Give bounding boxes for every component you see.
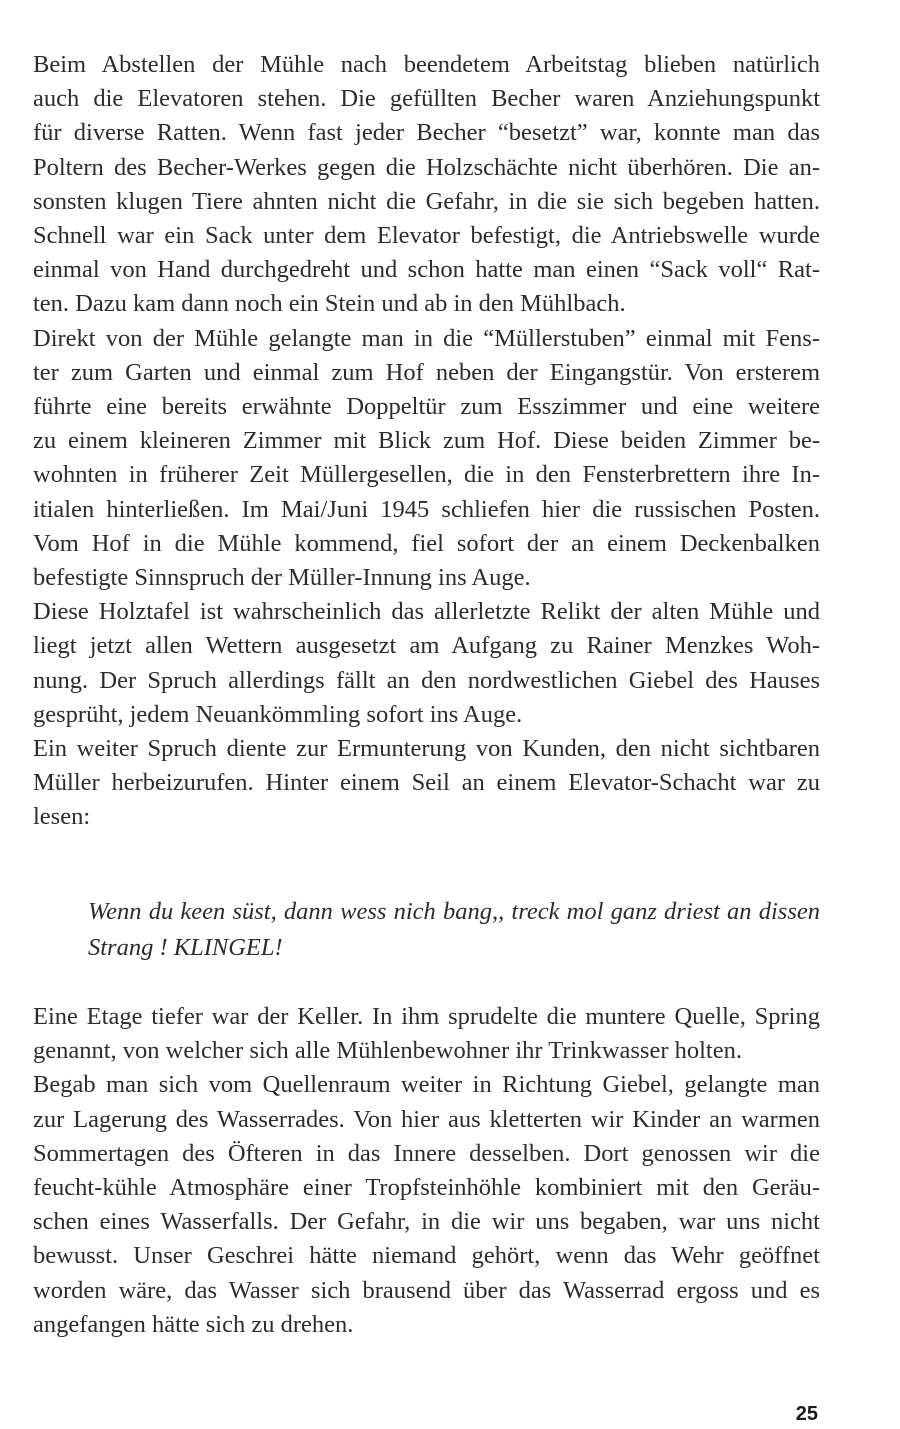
- text-line: schen eines Wasserfalls. Der Gefahr, in die wir uns begaben, war uns nicht: [33, 1208, 820, 1236]
- text-line: führte eine bereits erwähnte Doppeltür zum Esszimmer und eine weitere: [33, 393, 820, 421]
- text-line: wohnten in früherer Zeit Müllergesellen, die in den Fensterbrettern ihre In-: [33, 461, 820, 489]
- text-line: Diese Holztafel ist wahrscheinlich das allerletzte Relikt der alten Mühle und: [33, 598, 820, 626]
- text-line: befestigte Sinnspruch der Müller-Innung ins Auge.: [33, 564, 531, 592]
- text-line: Begab man sich vom Quellenraum weiter in Richtung Giebel, gelangte man: [33, 1071, 820, 1099]
- quote-line: Strang ! KLINGEL!: [88, 934, 283, 961]
- text-line: Müller herbeizurufen. Hinter einem Seil an einem Elevator-Schacht war zu: [33, 769, 820, 797]
- text-line: itialen hinterließen. Im Mai/Juni 1945 schliefen hier die russischen Posten.: [33, 495, 820, 523]
- paragraph-spruch-intro: [33, 732, 820, 835]
- paragraph-muellerstuben: [33, 322, 820, 596]
- text-line: zu einem kleineren Zimmer mit Blick zum Hof. Diese beiden Zimmer be-: [33, 427, 820, 455]
- text-line: liegt jetzt allen Wettern ausgesetzt am Aufgang zu Rainer Menzkes Woh-: [33, 632, 820, 660]
- text-line: sonsten klugen Tiere ahnten nicht die Gefahr, in die sie sich begeben hatten.: [33, 187, 820, 215]
- text-line: Direkt von der Mühle gelangte man in die “Müllerstuben” einmal mit Fens-: [33, 324, 820, 352]
- text-line: ter zum Garten und einmal zum Hof neben der Eingangstür. Von ersterem: [33, 358, 820, 386]
- text-line: ten. Dazu kam dann noch ein Stein und ab in den Mühlbach.: [33, 290, 626, 318]
- text-line: lesen:: [33, 803, 91, 831]
- paragraph-holztafel: [33, 595, 820, 732]
- text-line: Ein weiter Spruch diente zur Ermunterung von Kunden, den nicht sichtbaren: [33, 735, 820, 763]
- text-line: Schnell war ein Sack unter dem Elevator befestigt, die Antriebswelle wurde: [33, 222, 820, 250]
- text-line: auch die Elevatoren stehen. Die gefüllten Becher waren Anziehungspunkt: [33, 85, 820, 113]
- text-line: feucht-kühle Atmosphäre einer Tropfsteinhöhle kombiniert mit den Geräu-: [33, 1174, 820, 1202]
- text-line: bewusst. Unser Geschrei hätte niemand gehört, wenn das Wehr geöffnet: [33, 1242, 820, 1270]
- text-line: nung. Der Spruch allerdings fällt an den nordwestlichen Giebel des Hauses: [33, 666, 820, 694]
- paragraph-keller: [33, 1000, 820, 1068]
- page-number: 25: [795, 1403, 818, 1425]
- text-line: einmal von Hand durchgedreht und schon hatte man einen “Sack voll“ Rat-: [33, 256, 820, 284]
- text-line: gesprüht, jedem Neuankömmling sofort ins Auge.: [33, 700, 523, 728]
- paragraph-wasserrad: [33, 1068, 820, 1342]
- klingel-quote: [88, 894, 820, 966]
- body-text-top: [33, 48, 820, 835]
- text-line: zur Lagerung des Wasserrades. Von hier aus kletterten wir Kinder an warmen: [33, 1105, 820, 1133]
- text-line: angefangen hätte sich zu drehen.: [33, 1310, 354, 1338]
- text-line: Eine Etage tiefer war der Keller. In ihm sprudelte die muntere Quelle, Spring: [33, 1003, 820, 1030]
- text-line: Poltern des Becher-Werkes gegen die Holzschächte nicht überhören. Die an-: [33, 153, 820, 181]
- body-text-bottom: [33, 1000, 820, 1342]
- text-line: Vom Hof in die Mühle kommend, fiel sofort der an einem Deckenbalken: [33, 529, 820, 557]
- text-line: genannt, von welcher sich alle Mühlenbewohner ihr Trinkwasser holten.: [33, 1037, 742, 1065]
- text-line: für diverse Ratten. Wenn fast jeder Becher “besetzt” war, konnte man das: [33, 119, 820, 147]
- text-line: Beim Abstellen der Mühle nach beendetem Arbeitstag blieben natürlich: [33, 51, 820, 78]
- text-line: worden wäre, das Wasser sich brausend über das Wasserrad ergoss und es: [33, 1276, 820, 1304]
- text-line: Sommertagen des Öfteren in das Innere desselben. Dort genossen wir die: [33, 1139, 820, 1167]
- quote-line: Wenn du keen süst, dann wess nich bang,, treck mol ganz driest an dissen: [88, 898, 820, 925]
- paragraph-rat-elevator: [33, 48, 820, 322]
